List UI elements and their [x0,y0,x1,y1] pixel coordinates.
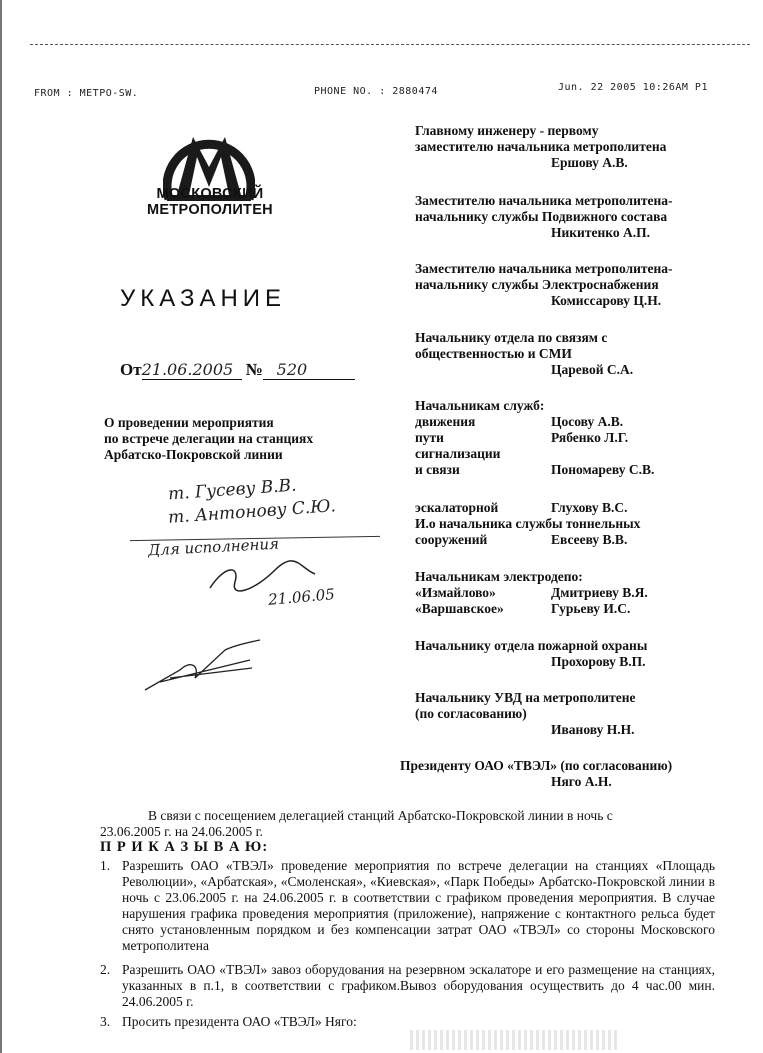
addressee-line: (по согласованию) [415,706,527,721]
intro-line: В связи с посещением делегацией станций Арбатско-Покровской линии в ночь с [148,808,613,823]
intro-line: 23.06.2005 г. на 24.06.2005 г. [100,824,263,839]
faded-scan-region [410,1030,620,1050]
resolution-line: 21.06.05 [267,585,336,609]
addressee-name: Комиссарову Ц.Н. [551,293,662,308]
addressee-name: Прохорову В.П. [551,654,646,669]
depot-head: Дмитриеву В.Я. [551,585,648,600]
addressee-line: начальнику службы Электроснабжения [415,277,659,292]
depot-row [415,601,725,617]
document-number-line [120,360,355,380]
addressee-block [415,690,725,738]
services-header: Начальникам служб: [415,398,545,413]
addressee-name: Царевой С.А. [551,362,634,377]
document-number: 520 [263,360,355,380]
order-item [100,858,715,954]
number-label: № [245,360,263,379]
service-head: Пономареву С.В. [551,462,655,477]
logo-line2: МЕТРОПОЛИТЕН [147,202,273,218]
addressee-block [415,193,725,241]
addressee-line: Президенту ОАО «ТВЭЛ» (по согласованию) [400,758,673,773]
resolution-line: т. Гусеву В.В. [167,475,298,505]
service-name: эскалаторной [415,500,499,515]
addressee-line: Начальнику УВД на метрополитене [415,690,636,705]
addressee-block [415,123,725,171]
service-head: Рябенко Л.Г. [551,430,629,445]
document-date: 21.06.2005 [142,360,242,380]
service-row [415,462,725,478]
service-head: Глухову В.С. [551,500,628,515]
depots-header: Начальникам электродепо: [415,569,583,584]
resolution-line: Для исполнения [147,534,280,560]
service-head: Евсееву В.В. [551,532,628,547]
order-item [100,962,715,1010]
service-name: и связи [415,462,460,477]
tunnel-head-line: И.о начальника службы тоннельных [415,516,641,531]
order-item-number: 1. [100,858,111,873]
order-item-text: Разрешить ОАО «ТВЭЛ» завоз оборудования на резервном эскалаторе и его размещение на станциях, указанных в п.1, в соответствии с графиком.Вывоз оборудования осуществить до 4 час.00 мин. 24.06.2005 г. [122,962,715,1009]
depot-name: «Измайлово» [415,585,496,600]
order-word: П Р И К А З Ы В А Ю: [100,839,269,855]
service-name: пути [415,430,444,445]
service-row [415,500,735,516]
from-label: От [120,360,142,379]
fax-phone: PHONE NO. : 2880474 [314,86,438,97]
addressee-line: заместителю начальника метрополитена [415,139,667,154]
addressee-name: Ершову А.В. [551,155,628,170]
addressee-line: Начальнику отдела пожарной охраны [415,638,648,653]
resolution-line: т. Антонову С.Ю. [167,496,337,528]
addressee-block [415,261,725,309]
addressee-block [415,638,725,670]
addressee-name: Иванову Н.Н. [551,722,635,737]
addressee-line: начальнику службы Подвижного состава [415,209,668,224]
service-name: движения [415,414,476,429]
page-left-edge [0,0,2,1053]
document-subject [104,415,364,463]
intro-paragraph [100,808,715,840]
order-items [100,858,715,1030]
service-head: Цосову А.В. [551,414,624,429]
order-item-text: Разрешить ОАО «ТВЭЛ» проведение мероприятия по встрече делегации на станциях «Площадь Революции», «Арбатская», «Смоленская», «Киевская», «Парк Победы» Арбатско-Покровской линии в ночь с 23.06.2005 г. на 24.06.2005 г. в соответствии с графиком проведения мероприятия. В случае нарушения графика проведения мероприятия (приложение), напряжение с контактного рельса будет снято установленным порядком и без компенсации затрат ОАО «ТВЭЛ» со стороны Московского метрополитена [122,858,715,953]
addressee-line: Заместителю начальника метрополитена- [415,193,673,208]
depot-name: «Варшавское» [415,601,504,616]
order-item-number: 2. [100,962,111,977]
fax-from: FROM : METPO-SW. [34,88,139,99]
handwritten-initials [140,630,270,700]
order-item-text: Просить президента ОАО «ТВЭЛ» Няго: [122,1014,357,1029]
addressee-line: Главному инженеру - первому [415,123,599,138]
service-row [415,414,725,430]
addressee-line: Начальнику отдела по связям с [415,330,608,345]
subject-line: Арбатско-Покровской линии [104,447,283,462]
service-row [415,532,735,548]
document-title: УКАЗАНИЕ [120,285,287,312]
services-block [415,398,725,478]
service-row [415,430,725,446]
subject-line: по встрече делегации на станциях [104,431,314,446]
service-row [415,446,725,462]
addressee-name: Няго А.Н. [551,774,612,789]
logo-text [120,186,300,218]
depots-block [415,569,725,617]
fax-top-dashed-line [30,44,750,45]
addressee-block [400,758,730,790]
addressee-block [415,330,725,378]
order-item-number: 3. [100,1014,111,1029]
depot-head: Гурьеву И.С. [551,601,631,616]
subject-line: О проведении мероприятия [104,415,274,430]
addressee-line: Заместителю начальника метрополитена- [415,261,673,276]
service-name: сооружений [415,532,488,547]
depot-row [415,585,725,601]
logo-line1: МОСКОВСКИЙ [156,186,264,202]
fax-date: Jun. 22 2005 10:26AM P1 [558,82,708,93]
addressee-name: Никитенко А.П. [551,225,650,240]
service-name: сигнализации [415,446,501,461]
order-item [100,1014,715,1030]
addressee-line: общественностью и СМИ [415,346,572,361]
escalator-tunnel-block [415,500,735,548]
